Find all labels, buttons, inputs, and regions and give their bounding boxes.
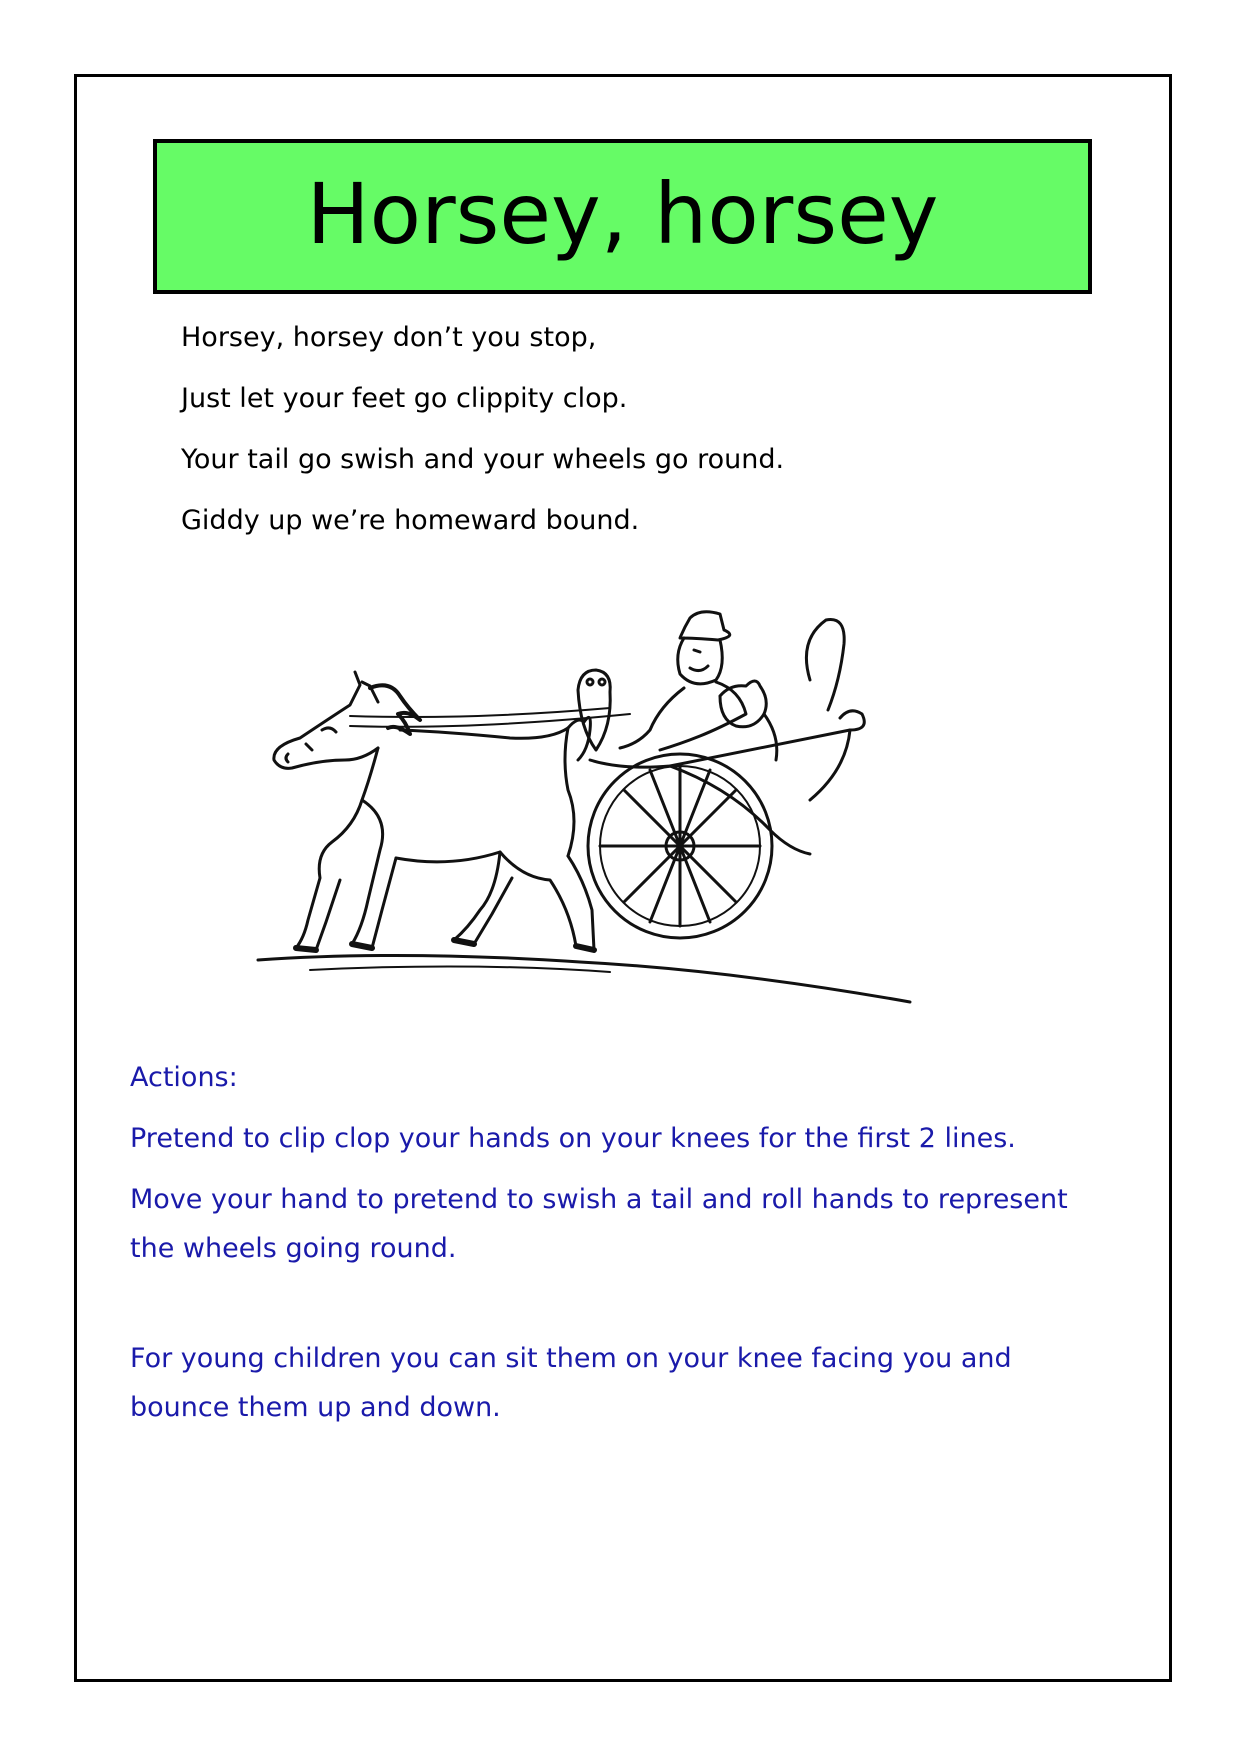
horse-tail (568, 718, 590, 761)
poem-line: Just let your feet go clippity clop. (181, 383, 628, 414)
ground-line (310, 966, 610, 972)
horse-and-cart-illustration (250, 610, 960, 1015)
driver-figure (620, 612, 746, 750)
cart (590, 620, 864, 855)
horse-head (274, 672, 378, 768)
horse-hoof (576, 946, 594, 950)
action-instruction: For young children you can sit them on your knee facing you and bounce them up and down. (130, 1343, 1012, 1423)
poem-verse (181, 318, 784, 562)
poem-line: Giddy up we’re homeward bound. (181, 505, 640, 536)
dog-figure (720, 681, 777, 760)
action-instruction: Move your hand to pretend to swish a tail and roll hands to represent the wheels going round. (130, 1184, 1068, 1264)
actions-heading: Actions: (130, 1062, 238, 1093)
poem-line: Your tail go swish and your wheels go round. (181, 444, 785, 475)
title-banner (153, 139, 1092, 294)
ground-line (258, 955, 910, 1002)
horse-hoof (296, 948, 316, 950)
page-title: Horsey, horsey (306, 164, 939, 263)
horse-hoof (352, 944, 372, 948)
poem-line: Horsey, horsey don’t you stop, (181, 322, 597, 353)
reins (350, 708, 610, 717)
cart-wheel (588, 754, 772, 938)
actions-section (130, 1053, 1110, 1444)
horse-hoof (454, 940, 474, 944)
action-instruction: Pretend to clip clop your hands on your knees for the first 2 lines. (130, 1123, 1016, 1154)
